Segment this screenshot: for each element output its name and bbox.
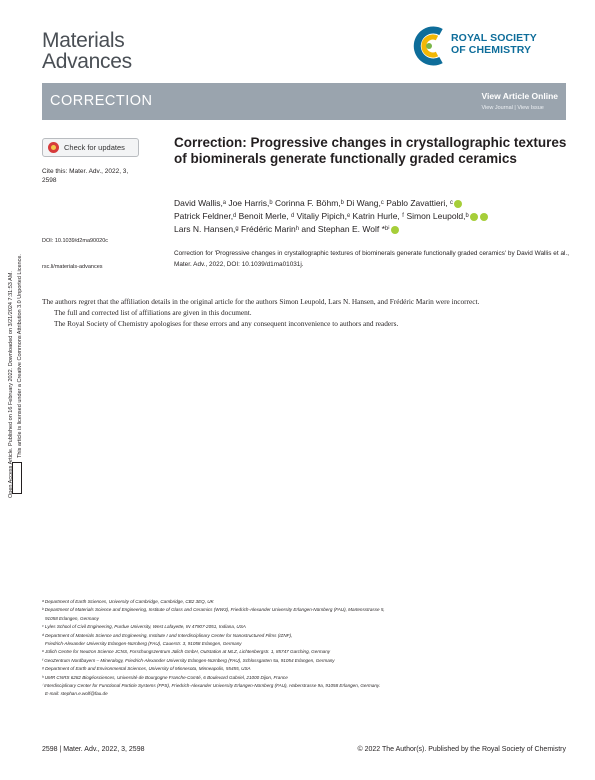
orcid-icon[interactable]	[391, 226, 399, 234]
banner-links	[481, 91, 558, 111]
check-for-updates-label: Check for updates	[64, 143, 125, 152]
author-list	[174, 197, 574, 236]
footnote: ᵉ Jülich Centre for Neutron Science JCNS, Forschungszentrum Jülich GmbH, Outstation at MLZ, Lichtenbergstr. 1, 85747 Garching, Germany	[42, 649, 331, 655]
footnote: ᵍ Department of Earth and Environmental Sciences, University of Minnesota, Minneapolis, 55455, USA	[42, 666, 251, 672]
view-article-online-link[interactable]: View Article Online	[481, 91, 558, 101]
author-line	[174, 197, 574, 210]
rsc-wordmark-line1: ROYAL SOCIETY	[451, 32, 537, 44]
orcid-icon[interactable]	[480, 213, 488, 221]
citation-info: Cite this: Mater. Adv., 2022, 3, 2598	[42, 168, 129, 184]
cc-licence-icon[interactable]	[12, 462, 22, 494]
correction-body	[42, 296, 566, 329]
orcid-icon[interactable]	[470, 213, 478, 221]
footnote: ⁱ Interdisciplinary Center for Functional Particle Systems (FPS), Friedrich-Alexander University Erlangen-Nürnberg (FAU), Haberstrasse 9a, 91058 Erlangen, Germany.	[42, 683, 381, 689]
correction-abstract: Correction for 'Progressive changes in crystallographic textures of biominerals generate functionally graded ceramics' by David Wallis et al., Mater. Adv., 2022, DOI: 10.1039/d1ma01031j.	[174, 250, 569, 268]
author-line-2: Patrick Feldner,ᵈ Benoit Merle, ᵈ Vitaliy Pipich,ᵉ Katrin Hurle, ᶠ Simon Leupold,ᵇ	[174, 211, 469, 221]
paper-title: Correction: Progressive changes in crystallographic textures of biominerals generate functionally graded ceramics	[174, 135, 567, 166]
footnote: ᵈ Department of Materials Science and Engineering, Institute I and Interdisciplinary Center for Nanostructured Films (IZNF),	[42, 632, 293, 638]
rsc-wordmark-line2: OF CHEMISTRY	[451, 44, 532, 56]
article-type-label: CORRECTION	[50, 93, 153, 109]
page-number-citation: 2598 | Mater. Adv., 2022, 3, 2598	[42, 746, 145, 753]
footnote: ᶠ GeoZentrum Nordbayern – Mineralogy, Friedrich-Alexander University Erlangen-Nürnberg (FAU), Schlossgarten 5a, 91054 Erlangen, Germany	[42, 657, 335, 663]
licence-notice[interactable]: This article is licensed under a Creative Commons Attribution 3.0 Unported Licence.	[17, 254, 23, 458]
open-access-notice: Open Access Article. Published on 16 February 2022. Downloaded on 3/21/2024 7:31:53 AM.	[8, 271, 14, 498]
author-line	[174, 223, 574, 236]
view-journal-issue-links[interactable]: View Journal | View Issue	[481, 105, 544, 111]
footnote-email[interactable]: E-mail: stephan.e.wolf@fau.de	[45, 691, 108, 697]
journal-name-line1: Materials	[42, 29, 125, 52]
copyright-notice: © 2022 The Author(s). Published by the Royal Society of Chemistry	[357, 746, 566, 753]
journal-name-line2: Advances	[42, 50, 132, 73]
footnote: 91058 Erlangen, Germany	[45, 615, 99, 621]
doi-link[interactable]: DOI: 10.1039/d2ma90020c	[42, 238, 109, 244]
journal-short-link[interactable]: rsc.li/materials-advances	[42, 264, 103, 270]
affiliation-footnotes	[42, 598, 566, 699]
footnote: ᵇ Department of Materials Science and Engineering, Institute of Glass and Ceramics (WW3), Friedrich-Alexander University Erlangen-Nürnberg (FAU), Martensstrasse 5,	[42, 607, 385, 613]
orcid-icon[interactable]	[454, 200, 462, 208]
rsc-logo-icon	[411, 26, 447, 66]
page-footer	[42, 746, 566, 758]
crossmark-icon	[48, 142, 59, 153]
footnote: ᶜ Lyles School of Civil Engineering, Purdue University, West Lafayette, IN 47907-2051, Indiana, USA	[42, 624, 246, 630]
body-paragraph: The authors regret that the affiliation details in the original article for the authors Simon Leupold, Lars N. Hansen, and Frédéric Marin were incorrect.	[42, 297, 480, 306]
author-line-3: Lars N. Hansen,ᵍ Frédéric Marinʰ and Stephan E. Wolf *ᵇⁱ	[174, 224, 390, 234]
body-paragraph: The full and corrected list of affiliations are given in this document.	[54, 308, 252, 317]
footnote: Friedrich-Alexander University Erlangen-Nürnberg (FAU), Cauerstr. 3, 91058 Erlangen, Germany	[45, 641, 242, 647]
rsc-wordmark	[451, 32, 537, 56]
article-type-banner	[42, 83, 566, 120]
body-paragraph: The Royal Society of Chemistry apologises for these errors and any consequent inconvenience to authors and readers.	[54, 319, 399, 328]
rsc-logo[interactable]	[411, 26, 561, 66]
footnote: ʰ UMR CNRS 6282 Biogéosciences, Université de Bourgogne Franche-Comté, 6 Boulevard Gabriel, 21000 Dijon, France	[42, 674, 288, 680]
check-for-updates-button[interactable]	[42, 138, 139, 157]
author-line	[174, 210, 574, 223]
author-line-1: David Wallis,ᵃ Joe Harris,ᵇ Corinna F. Böhm,ᵇ Di Wang,ᶜ Pablo Zavattieri, ᶜ	[174, 198, 454, 208]
footnote: ᵃ Department of Earth Sciences, University of Cambridge, Cambridge, CB2 3EQ, UK	[42, 599, 214, 604]
journal-title	[42, 30, 132, 72]
